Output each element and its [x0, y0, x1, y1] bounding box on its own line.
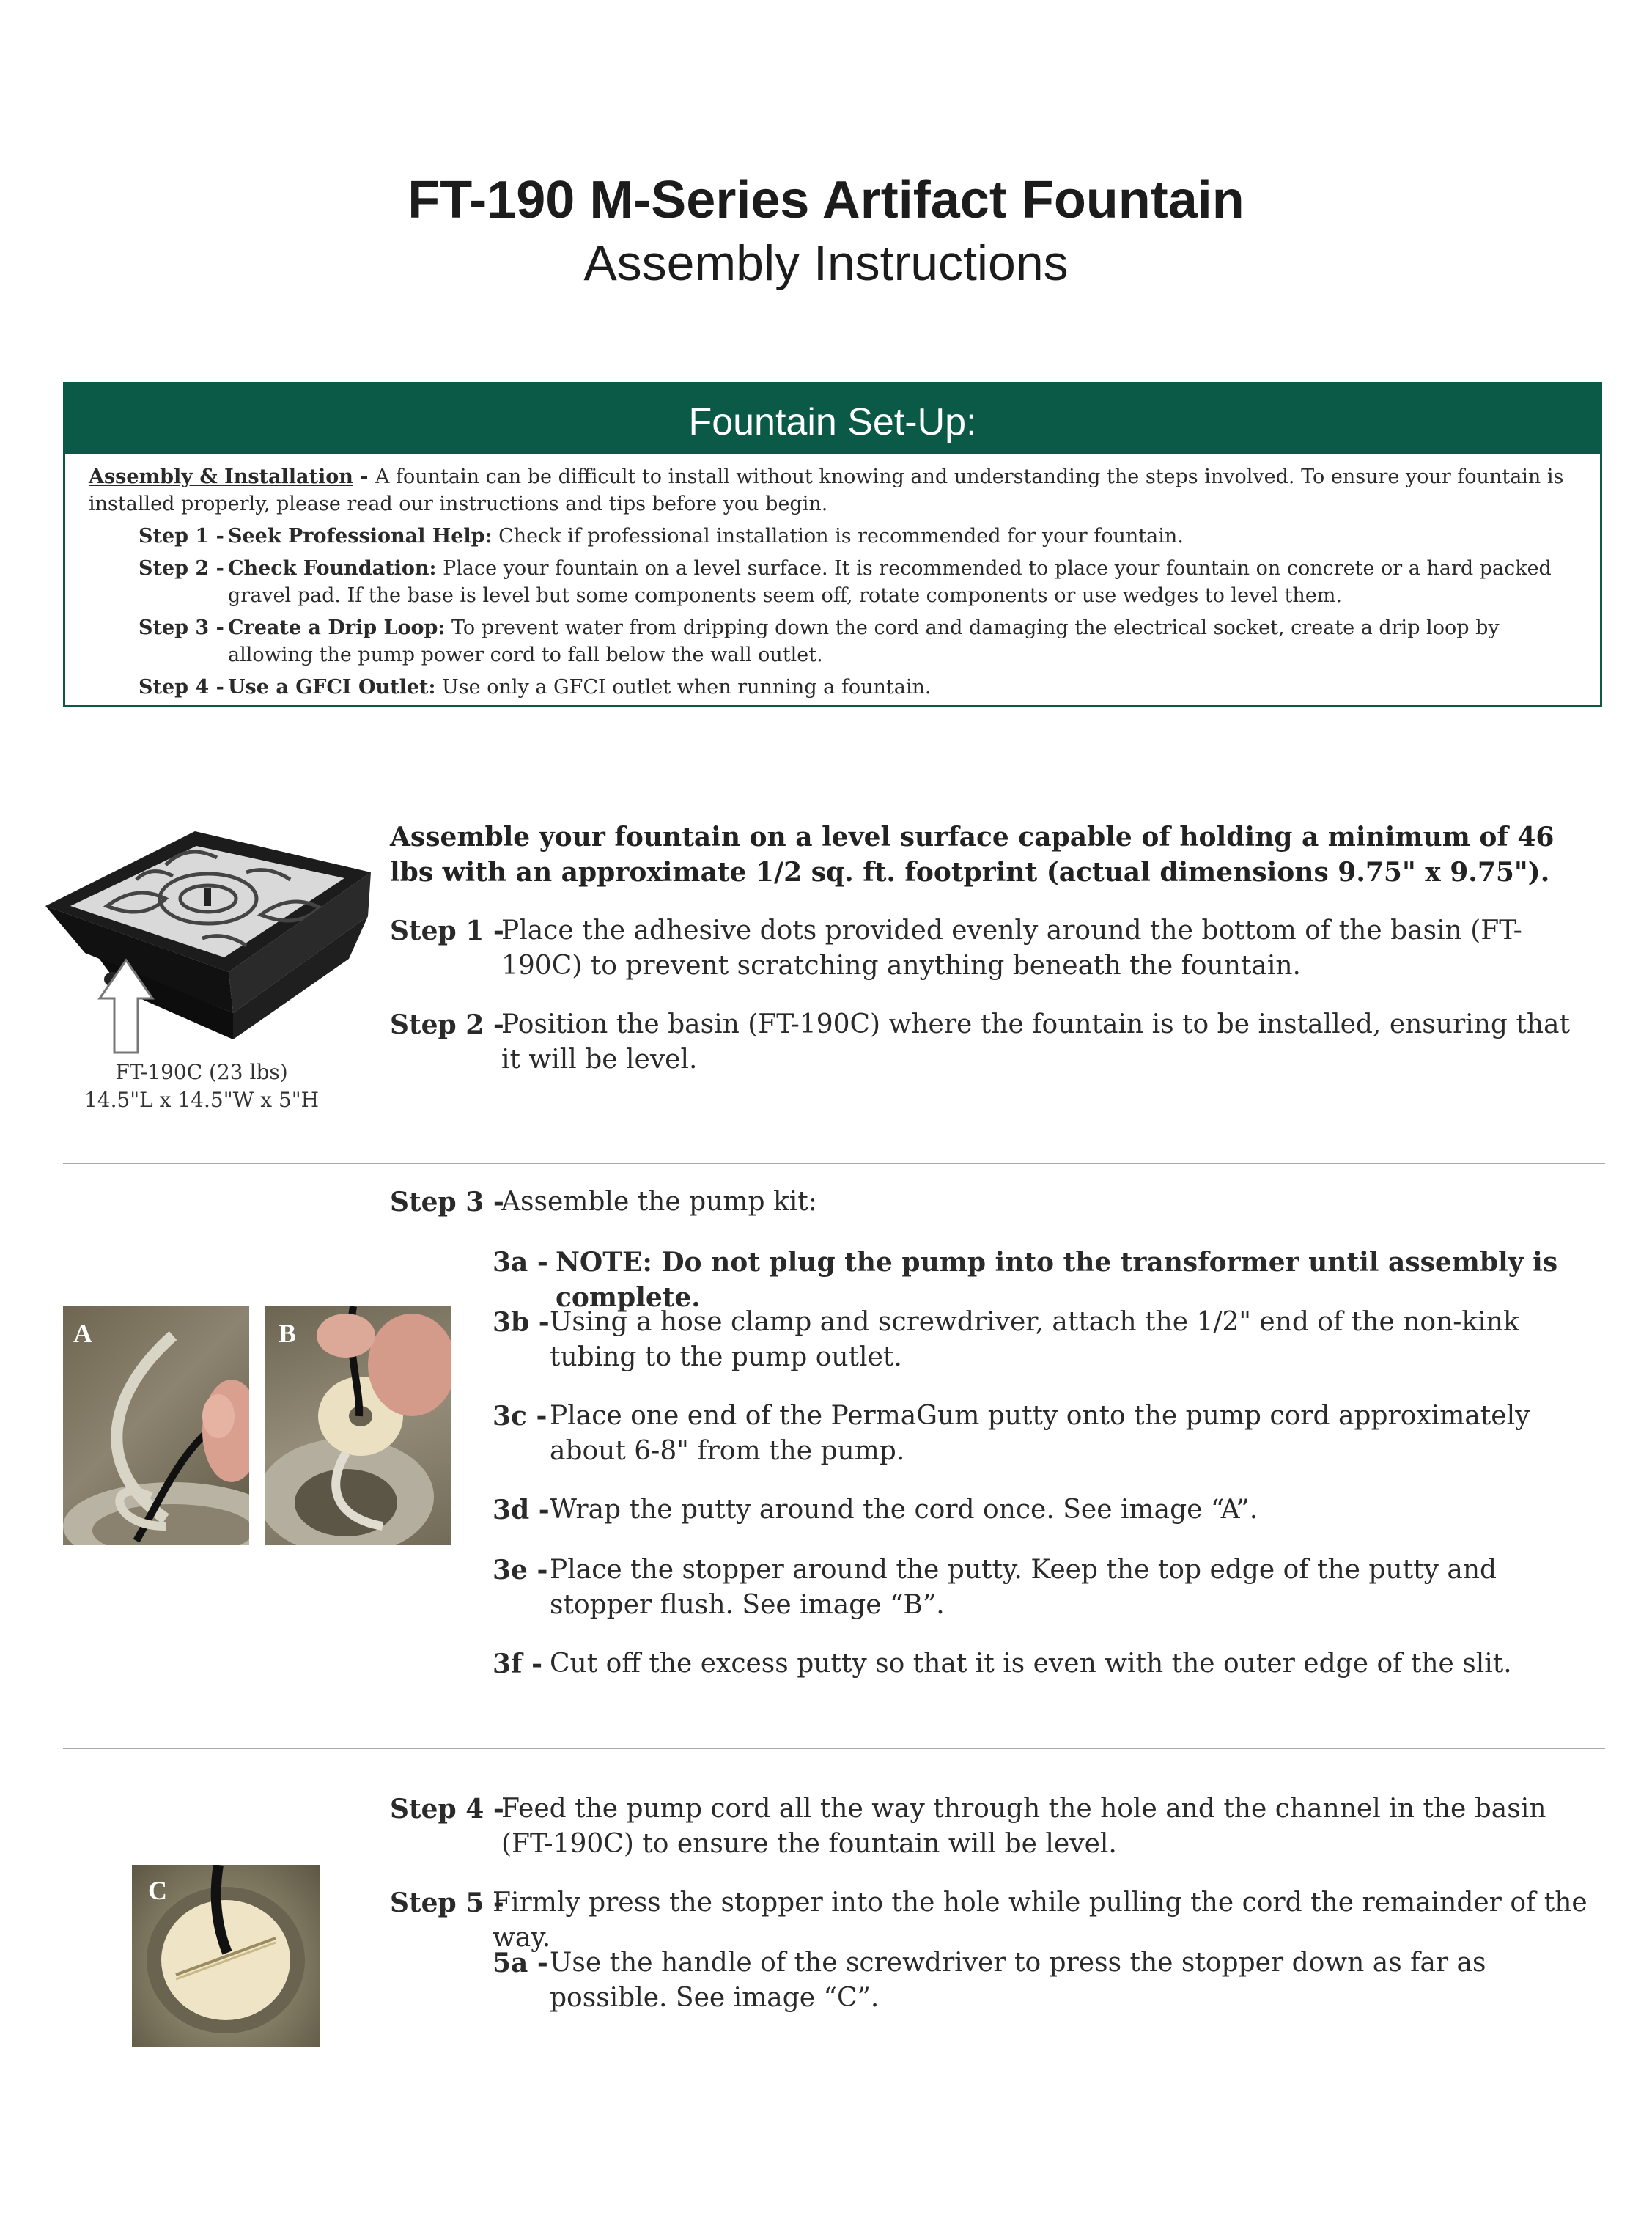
setup-intro-sep: - [353, 465, 375, 488]
setup-step-2 [89, 555, 1571, 609]
step-label: 3f - [493, 1649, 543, 1679]
basin-caption-model: FT-190C (23 lbs) [115, 1060, 288, 1084]
setup-step-body: Check if professional installation is recommended for your fountain. [492, 525, 1184, 548]
setup-step-number: Step 3 - [139, 616, 224, 639]
step-text: Using a hose clamp and screwdriver, attach the 1/2" end of the non-kink tubing to the pump outlet. [550, 1307, 1519, 1372]
photo-a-label: A [73, 1319, 92, 1348]
step-text: Wrap the putty around the cord once. See image “A”. [550, 1495, 1258, 1525]
setup-step-3 [89, 614, 1571, 669]
step-label: 3b - [493, 1307, 550, 1338]
setup-step-heading: Check Foundation: [228, 557, 437, 580]
photo-b [265, 1306, 451, 1545]
step-label: 3e - [493, 1555, 548, 1586]
step-label: 3a - [493, 1247, 548, 1278]
setup-step-text [228, 523, 1571, 550]
step-3e [493, 1553, 1607, 1623]
step-label: Step 4 - [390, 1794, 504, 1825]
photo-c [132, 1865, 320, 2047]
step-label: 5a - [493, 1948, 548, 1978]
step-3c [493, 1399, 1563, 1469]
photo-a [63, 1306, 249, 1545]
setup-step-number: Step 2 - [139, 557, 224, 580]
step-label: Step 3 - [390, 1187, 504, 1218]
basin-icon [41, 821, 386, 1056]
lead-instruction: Assemble your fountain on a level surface capable of holding a minimum of 46 lbs with an approximate 1/2 sq. ft. footprint (actual dimensions 9.75" x 9.75"). [390, 822, 1555, 888]
step-1 [390, 913, 1592, 984]
step-2 [390, 1007, 1592, 1078]
photo-b-label: B [279, 1319, 297, 1348]
step-label: Step 2 - [390, 1009, 504, 1040]
step-text: Position the basin (FT-190C) where the fountain is to be installed, ensuring that it will be level. [501, 1009, 1570, 1075]
basin-caption [73, 1058, 330, 1114]
setup-step-number: Step 1 - [139, 525, 224, 548]
document-title: FT-190 M-Series Artifact Fountain [408, 171, 1244, 229]
step-3d [493, 1492, 1607, 1528]
setup-step-heading: Create a Drip Loop: [228, 616, 446, 639]
photo-c-label: C [148, 1876, 167, 1905]
step-4 [390, 1792, 1592, 1862]
setup-step-text [228, 555, 1571, 609]
setup-intro-text: A fountain can be difficult to install without knowing and understanding the steps involved. To ensure your fountain is installed properly, please read our instructions and tips before you begin. [89, 465, 1564, 515]
step-3 [390, 1185, 1592, 1220]
document-subtitle: Assembly Instructions [583, 235, 1069, 291]
arrow-up-icon [97, 957, 155, 1056]
step-label: 3c - [493, 1401, 547, 1432]
setup-header: Fountain Set-Up: [65, 384, 1600, 454]
setup-step-body: Place your fountain on a level surface. It is recommended to place your fountain on concrete or a hard packed gravel pad. If the base is level but some components seem off, rotate components or use wedges to level them. [228, 557, 1552, 607]
setup-body [89, 463, 1571, 701]
step-text: Assemble the pump kit: [501, 1187, 817, 1217]
step-text: Place the stopper around the putty. Keep the top edge of the putty and stopper flush. See image “B”. [550, 1555, 1497, 1620]
step-3b [493, 1305, 1607, 1375]
step-text: Place the adhesive dots provided evenly around the bottom of the basin (FT-190C) to prevent scratching anything beneath the fountain. [501, 916, 1522, 981]
setup-intro-label: Assembly & Installation [89, 465, 353, 488]
setup-step-4 [89, 674, 1571, 701]
setup-step-text [228, 614, 1571, 669]
step-label: 3d - [493, 1495, 550, 1525]
setup-step-1 [89, 523, 1571, 550]
setup-step-body: To prevent water from dripping down the cord and damaging the electrical socket, create a drip loop by allowing the pump power cord to fall below the wall outlet. [228, 616, 1500, 666]
setup-step-body: Use only a GFCI outlet when running a fountain. [435, 676, 932, 699]
setup-step-text [228, 674, 1571, 701]
step-label: Step 1 - [390, 916, 504, 946]
step-text: Use the handle of the screwdriver to press the stopper down as far as possible. See image “C”. [550, 1948, 1486, 2013]
section-divider [63, 1163, 1605, 1164]
step-3f [493, 1646, 1607, 1682]
section-divider [63, 1748, 1605, 1749]
step-text: Cut off the excess putty so that it is even with the outer edge of the slit. [550, 1649, 1512, 1679]
basin-caption-dimensions: 14.5"L x 14.5"W x 5"H [84, 1088, 320, 1112]
step-text: Firmly press the stopper into the hole while pulling the cord the remainder of the way. [493, 1888, 1588, 1953]
setup-step-number: Step 4 - [139, 676, 224, 699]
step-text: NOTE: Do not plug the pump into the transformer until assembly is complete. [556, 1247, 1558, 1313]
fountain-setup-panel [63, 382, 1602, 707]
setup-intro [89, 463, 1571, 518]
step-label: Step 5 - [390, 1888, 504, 1918]
step-5a [493, 1945, 1563, 2016]
setup-step-heading: Use a GFCI Outlet: [228, 676, 436, 699]
step-text: Place one end of the PermaGum putty onto the pump cord approximately about 6-8" from the pump. [550, 1401, 1530, 1466]
basin-illustration [41, 821, 386, 1056]
step-text: Feed the pump cord all the way through the hole and the channel in the basin (FT-190C) to ensure the fountain will be level. [501, 1794, 1546, 1859]
setup-step-heading: Seek Professional Help: [228, 525, 493, 548]
